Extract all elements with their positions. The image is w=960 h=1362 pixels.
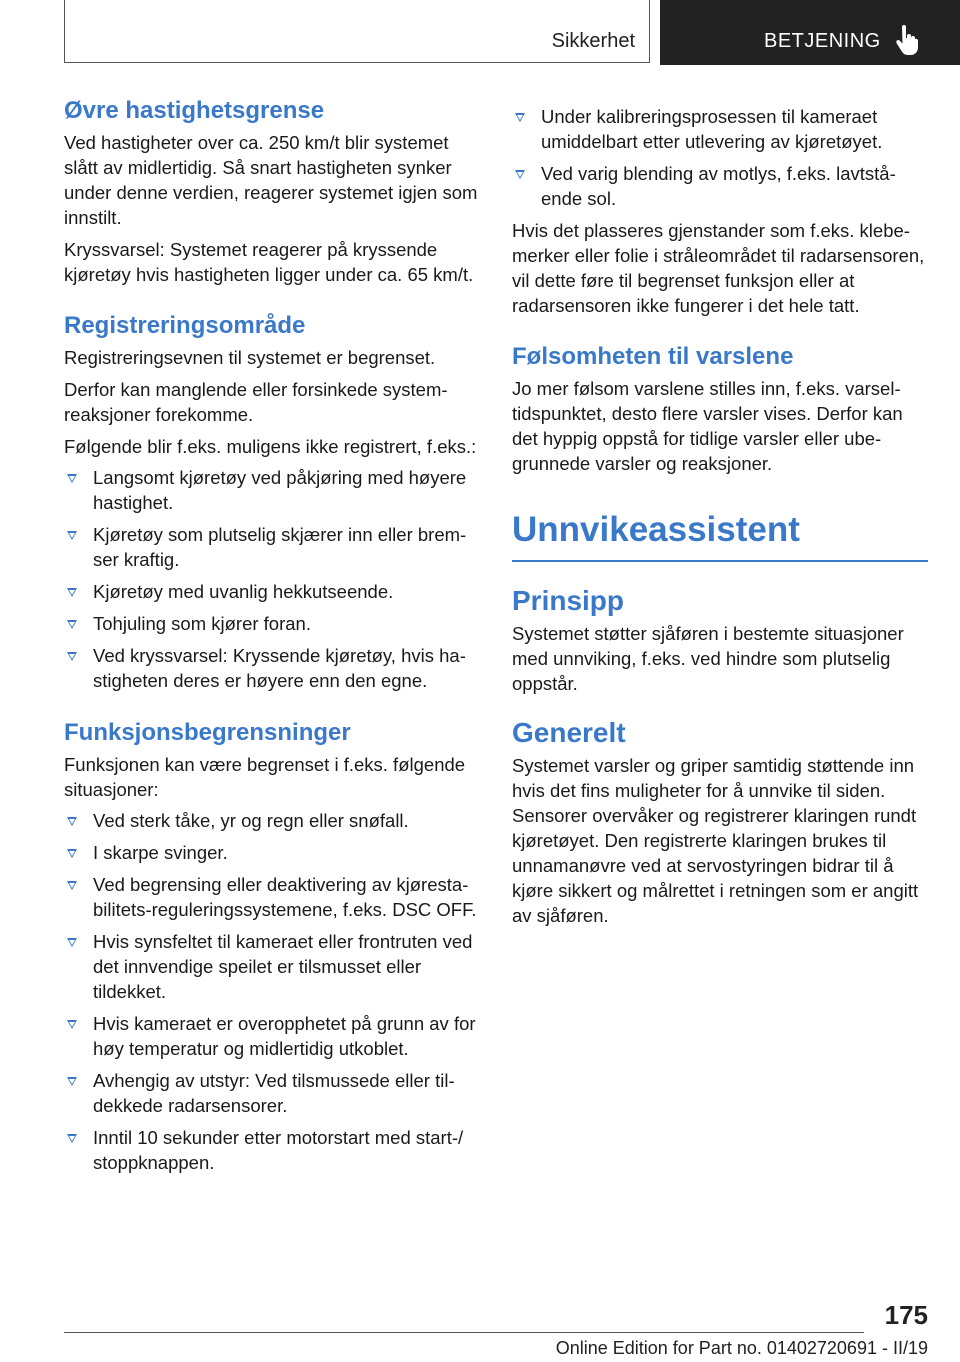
list-item: Ved begrensing eller deaktivering av kjørestabilitets-reguleringssystemene, f.eks. DSC OFF.	[64, 872, 482, 922]
chapter-title: BETJENING	[764, 30, 881, 52]
list-item: Kjøretøy som plutselig skjærer inn eller bremser kraftig.	[64, 522, 482, 572]
list-item: Ved kryssvarsel: Kryssende kjøretøy, hvis hastigheten deres er høyere enn den egne.	[64, 643, 482, 693]
bullet-list	[512, 104, 928, 211]
triangle-down-outline-icon	[67, 881, 77, 890]
heading-detection-range: Registreringsområde	[64, 312, 306, 339]
right-column	[512, 96, 928, 928]
list-item: Kjøretøy med uvanlig hekkutseende.	[64, 579, 482, 604]
paragraph: Registreringsevnen til systemet er begrenset.	[64, 347, 436, 368]
chapter-heading-evasion-assistant: Unnvikeassistent	[512, 508, 928, 562]
section-tab	[64, 0, 650, 63]
edition-note: Online Edition for Part no. 01402720691 - II/19	[555, 1338, 928, 1358]
triangle-down-outline-icon	[515, 170, 525, 179]
list-item: Avhengig av utstyr: Ved tilsmussede eller tildekkede radarsensorer.	[64, 1068, 482, 1118]
triangle-down-outline-icon	[67, 849, 77, 858]
triangle-down-outline-icon	[67, 1077, 77, 1086]
list-item: Hvis synsfeltet til kameraet eller frontruten ved det innvendige speilet er tilsmusset eller tildekket.	[64, 929, 482, 1004]
bullet-list	[64, 808, 482, 1175]
list-item: Ved sterk tåke, yr og regn eller snøfall.	[64, 808, 482, 833]
triangle-down-outline-icon	[67, 588, 77, 597]
triangle-down-outline-icon	[67, 1134, 77, 1143]
heading-warning-sensitivity: Følsomheten til varslene	[512, 343, 794, 370]
paragraph: Derfor kan manglende eller forsinkede systemreaksjoner forekomme.	[64, 379, 448, 425]
pointing-hand-icon	[893, 25, 919, 55]
list-item: Ved varig blending av motlys, f.eks. lavtstående sol.	[512, 161, 928, 211]
triangle-down-outline-icon	[67, 817, 77, 826]
list-item: Hvis kameraet er overopphetet på grunn av for høy temperatur og midlertidig utkoblet.	[64, 1011, 482, 1061]
list-item: Langsomt kjøretøy ved påkjøring med høyere hastighet.	[64, 465, 482, 515]
heading-general: Generelt	[512, 717, 626, 748]
left-column	[64, 96, 482, 1175]
page-number: 175	[884, 1300, 928, 1330]
bullet-list	[64, 465, 482, 693]
list-item: I skarpe svinger.	[64, 840, 482, 865]
paragraph: Funksjonen kan være begrenset i f.eks. følgende situasjoner:	[64, 754, 466, 800]
triangle-down-outline-icon	[67, 938, 77, 947]
chapter-tab	[660, 0, 960, 65]
paragraph: Systemet støtter sjåføren i bestemte situasjoner med unnviking, f.eks. ved hindre som plutselig oppstår.	[512, 623, 904, 694]
triangle-down-outline-icon	[67, 531, 77, 540]
heading-upper-speed-limit: Øvre hastighetsgrense	[64, 97, 325, 124]
paragraph: Følgende blir f.eks. muligens ikke registrert, f.eks.:	[64, 436, 477, 457]
list-item: Inntil 10 sekunder etter motorstart med start-/ stoppknappen.	[64, 1125, 482, 1175]
paragraph: Systemet varsler og griper samtidig støttende inn hvis det fins muligheter for å unnvike til siden. Sensorer overvåker og registrerer klaringen rundt kjøretøyet. Den registrerte klaringen brukes til unnamanøvre ved at servostyringen bidrar til å kjøre sikkert og målrettet i retningen som er angitt av sjåføren.	[512, 755, 919, 926]
paragraph: Kryssvarsel: Systemet reagerer på kryssende kjøretøy hvis hastigheten ligger under ca. 65 km/t.	[64, 239, 474, 285]
triangle-down-outline-icon	[67, 652, 77, 661]
heading-function-limitations: Funksjonsbegrensninger	[64, 719, 351, 746]
page-header	[0, 0, 960, 66]
list-item: Tohjuling som kjører foran.	[64, 611, 482, 636]
triangle-down-outline-icon	[67, 474, 77, 483]
footer-divider	[64, 1332, 864, 1333]
list-item: Under kalibreringsprosessen til kameraet umiddelbart etter utlevering av kjøretøyet.	[512, 104, 928, 154]
paragraph: Jo mer følsom varslene stilles inn, f.eks. varseltidspunktet, desto flere varsler vises. Derfor kan det hyppig oppstå for tidlige varsler eller ubegrunnede varsler og reaksjoner.	[512, 378, 903, 474]
section-title: Sikkerhet	[551, 30, 635, 52]
triangle-down-outline-icon	[67, 620, 77, 629]
heading-principle: Prinsipp	[512, 585, 625, 616]
triangle-down-outline-icon	[515, 113, 525, 122]
triangle-down-outline-icon	[67, 1020, 77, 1029]
paragraph: Hvis det plasseres gjenstander som f.eks. klebemerker eller folie i stråleområdet til radarsensoren, vil dette føre til begrenset funksjon eller at radarsensoren ikke fungerer i det hele tatt.	[512, 220, 925, 316]
paragraph: Ved hastigheter over ca. 250 km/t blir systemet slått av midlertidig. Så snart hastigheten synker under denne verdien, reagerer systemet igjen som innstilt.	[64, 132, 478, 228]
